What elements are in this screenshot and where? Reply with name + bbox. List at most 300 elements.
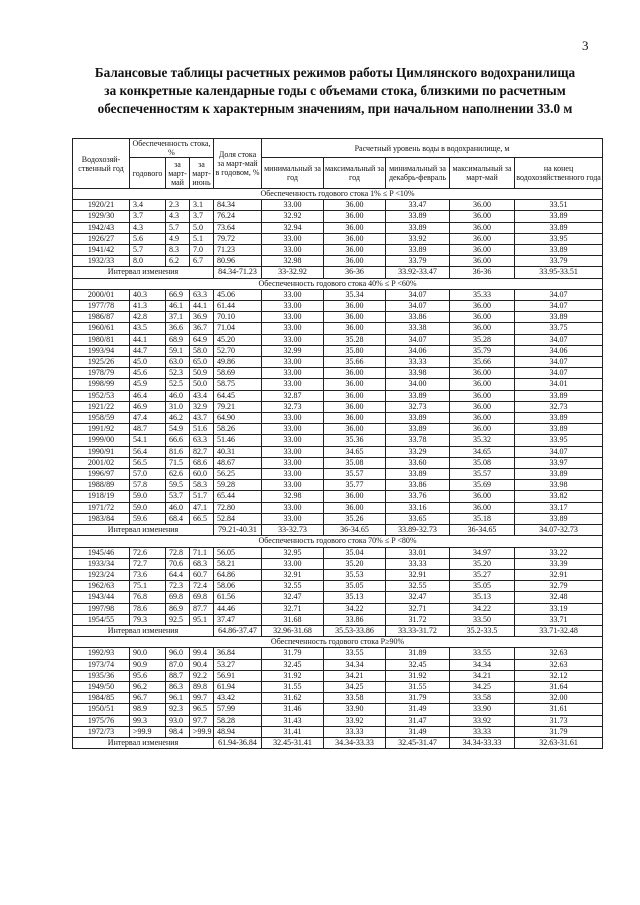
title-line: Балансовые таблицы расчетных режимов работы Цимлянского водохранилища xyxy=(94,65,576,80)
table-cell: 43.7 xyxy=(190,413,214,424)
table-cell: 72.7 xyxy=(130,558,166,569)
table-cell: 35.79 xyxy=(450,345,515,356)
table-cell: 64.9 xyxy=(190,334,214,345)
table-cell: 35.57 xyxy=(324,469,386,480)
table-cell: 33.92 xyxy=(386,233,450,244)
table-cell: 34.07 xyxy=(386,334,450,345)
table-cell: 89.8 xyxy=(190,681,214,692)
table-cell: 32.9 xyxy=(190,401,214,412)
table-cell: 5.0 xyxy=(190,222,214,233)
table-cell: 98.9 xyxy=(130,704,166,715)
table-cell: 75.1 xyxy=(130,581,166,592)
table-cell: 35.69 xyxy=(450,480,515,491)
table-cell: 1996/97 xyxy=(73,469,130,480)
table-cell: 1925/26 xyxy=(73,357,130,368)
table-cell: 33.65 xyxy=(386,513,450,524)
table-cell: 35.18 xyxy=(450,513,515,524)
page-title xyxy=(70,64,600,118)
interval-cell: 33-32.92 xyxy=(262,267,324,278)
table-cell: 35.36 xyxy=(324,435,386,446)
table-cell: 36.00 xyxy=(324,368,386,379)
table-cell: 70.10 xyxy=(214,312,262,323)
table-cell: 96.1 xyxy=(166,693,190,704)
table-cell: 33.00 xyxy=(262,245,324,256)
header-share: Доля стока за март-май в годовом, % xyxy=(214,139,262,189)
table-cell: 51.46 xyxy=(214,435,262,446)
header-probability: Обеспеченность стока, % xyxy=(130,139,214,158)
table-cell: 33.00 xyxy=(262,446,324,457)
table-cell: 33.51 xyxy=(515,200,603,211)
table-cell: 33.55 xyxy=(324,648,386,659)
table-cell: 33.00 xyxy=(262,502,324,513)
table-cell: 36.00 xyxy=(450,233,515,244)
table-cell: 56.4 xyxy=(130,446,166,457)
interval-cell: 33.71-32.48 xyxy=(515,625,603,636)
table-cell: 32.98 xyxy=(262,256,324,267)
interval-label: Интервал изменения xyxy=(73,737,214,748)
table-cell: 1997/98 xyxy=(73,603,130,614)
table-cell: 33.33 xyxy=(324,726,386,737)
table-cell: 34.34 xyxy=(450,659,515,670)
table-cell: 36.00 xyxy=(450,502,515,513)
table-cell: 33.00 xyxy=(262,200,324,211)
table-cell: 33.76 xyxy=(386,491,450,502)
table-cell: 32.91 xyxy=(386,569,450,580)
table-cell: 46.2 xyxy=(166,413,190,424)
table-cell: 36.00 xyxy=(324,323,386,334)
table-cell: 33.90 xyxy=(450,704,515,715)
table-cell: 1942/43 xyxy=(73,222,130,233)
table-cell: 33.33 xyxy=(386,558,450,569)
header-min-year: минимальный за год xyxy=(262,158,324,189)
table-cell: 36.00 xyxy=(450,401,515,412)
table-cell: 66.6 xyxy=(166,435,190,446)
table-cell: 31.49 xyxy=(386,726,450,737)
table-cell: 32.71 xyxy=(262,603,324,614)
table-cell: 35.08 xyxy=(324,457,386,468)
table-cell: 33.00 xyxy=(262,457,324,468)
table-cell: 72.4 xyxy=(190,581,214,592)
table-cell: 35.32 xyxy=(450,435,515,446)
table-cell: 32.00 xyxy=(515,693,603,704)
table-cell: 32.48 xyxy=(515,592,603,603)
table-cell: 95.1 xyxy=(190,614,214,625)
table-cell: 33.89 xyxy=(386,390,450,401)
table-row xyxy=(73,457,603,468)
table-cell: 57.8 xyxy=(130,480,166,491)
table-cell: 37.47 xyxy=(214,614,262,625)
table-cell: 47.1 xyxy=(190,502,214,513)
table-cell: 5.7 xyxy=(130,245,166,256)
table-row xyxy=(73,446,603,457)
table-row xyxy=(73,301,603,312)
table-cell: 35.05 xyxy=(450,581,515,592)
interval-cell: 35.2-33.5 xyxy=(450,625,515,636)
table-cell: 90.4 xyxy=(190,659,214,670)
table-cell: 99.7 xyxy=(190,693,214,704)
table-cell: 1935/36 xyxy=(73,670,130,681)
table-cell: 32.55 xyxy=(386,581,450,592)
table-cell: 48.7 xyxy=(130,424,166,435)
table-cell: 1988/89 xyxy=(73,480,130,491)
table-cell: 1950/51 xyxy=(73,704,130,715)
table-cell: 31.47 xyxy=(386,715,450,726)
table-cell: 64.4 xyxy=(166,569,190,580)
table-cell: 34.01 xyxy=(515,379,603,390)
header-max-marmay: максимальный за март-май xyxy=(450,158,515,189)
table-cell: 35.77 xyxy=(324,480,386,491)
table-cell: 51.6 xyxy=(190,424,214,435)
table-cell: 36.00 xyxy=(450,491,515,502)
table-cell: 31.55 xyxy=(386,681,450,692)
table-row xyxy=(73,581,603,592)
table-cell: 1920/21 xyxy=(73,200,130,211)
table-cell: 1962/63 xyxy=(73,581,130,592)
table-cell: 33.89 xyxy=(386,211,450,222)
table-cell: 58.0 xyxy=(190,345,214,356)
table-cell: 34.25 xyxy=(450,681,515,692)
table-cell: 1973/74 xyxy=(73,659,130,670)
table-cell: 33.79 xyxy=(386,256,450,267)
table-row xyxy=(73,704,603,715)
table-cell: 46.0 xyxy=(166,390,190,401)
table-cell: 1958/59 xyxy=(73,413,130,424)
table-cell: 36.00 xyxy=(450,390,515,401)
table-cell: 34.25 xyxy=(324,681,386,692)
table-cell: 33.00 xyxy=(262,289,324,300)
table-cell: 47.4 xyxy=(130,413,166,424)
table-cell: 36.00 xyxy=(450,200,515,211)
table-cell: 33.00 xyxy=(262,379,324,390)
table-cell: 44.7 xyxy=(130,345,166,356)
table-cell: 33.89 xyxy=(515,211,603,222)
table-cell: 99.3 xyxy=(130,715,166,726)
table-cell: 32.55 xyxy=(262,581,324,592)
table-cell: 33.89 xyxy=(386,469,450,480)
table-cell: 79.21 xyxy=(214,401,262,412)
table-cell: 33.00 xyxy=(262,469,324,480)
table-cell: 36.00 xyxy=(324,245,386,256)
table-cell: 86.9 xyxy=(166,603,190,614)
table-cell: 6.7 xyxy=(190,256,214,267)
table-cell: 59.1 xyxy=(166,345,190,356)
table-cell: 87.0 xyxy=(166,659,190,670)
table-cell: 33.89 xyxy=(515,413,603,424)
table-cell: 96.2 xyxy=(130,681,166,692)
table-cell: 93.0 xyxy=(166,715,190,726)
table-cell: 3.1 xyxy=(190,200,214,211)
table-cell: 31.41 xyxy=(262,726,324,737)
table-row xyxy=(73,334,603,345)
group-title: Обеспеченность годового стока P≥90% xyxy=(73,637,603,648)
table-cell: 46.0 xyxy=(166,502,190,513)
group-title: Обеспеченность годового стока 1% ≤ P <10% xyxy=(73,189,603,200)
table-cell: 31.79 xyxy=(515,726,603,737)
table-cell: 52.70 xyxy=(214,345,262,356)
table-cell: 34.34 xyxy=(324,659,386,670)
table-cell: 4.3 xyxy=(130,222,166,233)
table-cell: 68.4 xyxy=(166,513,190,524)
table-cell: 36.00 xyxy=(450,245,515,256)
table-cell: 63.3 xyxy=(190,289,214,300)
table-cell: 33.92 xyxy=(450,715,515,726)
table-cell: 36.00 xyxy=(450,301,515,312)
table-cell: 46.9 xyxy=(130,401,166,412)
table-cell: 68.6 xyxy=(190,457,214,468)
table-cell: 35.13 xyxy=(450,592,515,603)
table-cell: 33.19 xyxy=(515,603,603,614)
table-cell: 8.3 xyxy=(166,245,190,256)
table-cell: 1980/81 xyxy=(73,334,130,345)
table-cell: 44.1 xyxy=(130,334,166,345)
table-cell: 33.86 xyxy=(324,614,386,625)
table-cell: 49.86 xyxy=(214,357,262,368)
table-cell: 5.7 xyxy=(166,222,190,233)
table-cell: 6.2 xyxy=(166,256,190,267)
table-cell: >99.9 xyxy=(190,726,214,737)
table-cell: 32.45 xyxy=(262,659,324,670)
table-cell: 33.00 xyxy=(262,558,324,569)
table-cell: 1991/92 xyxy=(73,424,130,435)
table-row xyxy=(73,245,603,256)
table-row xyxy=(73,502,603,513)
table-cell: 4.9 xyxy=(166,233,190,244)
table-cell: 35.33 xyxy=(450,289,515,300)
table-cell: 34.21 xyxy=(324,670,386,681)
table-cell: 31.43 xyxy=(262,715,324,726)
table-cell: 33.60 xyxy=(386,457,450,468)
table-cell: 33.89 xyxy=(386,424,450,435)
table-cell: 68.9 xyxy=(166,334,190,345)
table-cell: 34.07 xyxy=(515,334,603,345)
table-cell: 63.0 xyxy=(166,357,190,368)
table-row xyxy=(73,469,603,480)
table-cell: 3.7 xyxy=(130,211,166,222)
table-cell: 33.16 xyxy=(386,502,450,513)
table-cell: 58.26 xyxy=(214,424,262,435)
table-cell: 33.90 xyxy=(324,704,386,715)
table-cell: 56.91 xyxy=(214,670,262,681)
table-cell: 33.00 xyxy=(262,413,324,424)
table-cell: 35.66 xyxy=(324,357,386,368)
table-cell: 36.6 xyxy=(166,323,190,334)
table-cell: 1943/44 xyxy=(73,592,130,603)
interval-cell: 33.95-33.51 xyxy=(515,267,603,278)
table-cell: 36.00 xyxy=(324,301,386,312)
table-cell: 71.1 xyxy=(190,547,214,558)
table-cell: 34.22 xyxy=(324,603,386,614)
table-cell: 1923/24 xyxy=(73,569,130,580)
table-cell: 34.65 xyxy=(450,446,515,457)
table-cell: 1960/61 xyxy=(73,323,130,334)
table-cell: 33.89 xyxy=(386,245,450,256)
header-max-year: максимальный за год xyxy=(324,158,386,189)
interval-cell: 36-34.65 xyxy=(450,525,515,536)
table-cell: 66.5 xyxy=(190,513,214,524)
table-cell: 61.94 xyxy=(214,681,262,692)
table-cell: 33.33 xyxy=(450,726,515,737)
table-cell: 36.00 xyxy=(324,312,386,323)
table-cell: 31.79 xyxy=(386,693,450,704)
table-cell: 1926/27 xyxy=(73,233,130,244)
table-cell: 31.73 xyxy=(515,715,603,726)
table-cell: 32.87 xyxy=(262,390,324,401)
table-cell: 35.20 xyxy=(324,558,386,569)
table-cell: 51.7 xyxy=(190,491,214,502)
table-cell: 34.07 xyxy=(386,289,450,300)
table-cell: 33.95 xyxy=(515,435,603,446)
table-row xyxy=(73,592,603,603)
table-cell: 96.7 xyxy=(130,693,166,704)
group-title-row xyxy=(73,637,603,648)
table-cell: 1941/42 xyxy=(73,245,130,256)
table-cell: 1952/53 xyxy=(73,390,130,401)
interval-cell: 33.89-32.73 xyxy=(386,525,450,536)
interval-cell: 32.45-31.47 xyxy=(386,737,450,748)
table-cell: 32.99 xyxy=(262,345,324,356)
table-cell: 2.3 xyxy=(166,200,190,211)
table-cell: 32.98 xyxy=(262,491,324,502)
table-row xyxy=(73,413,603,424)
table-cell: 46.1 xyxy=(166,301,190,312)
table-cell: 34.65 xyxy=(324,446,386,457)
table-cell: 1977/78 xyxy=(73,301,130,312)
header-prob-annual: годового xyxy=(130,158,166,189)
table-cell: 54.9 xyxy=(166,424,190,435)
table-cell: >99.9 xyxy=(130,726,166,737)
table-cell: 36.00 xyxy=(450,323,515,334)
table-row xyxy=(73,480,603,491)
table-cell: 33.00 xyxy=(262,357,324,368)
table-cell: 33.89 xyxy=(386,413,450,424)
table-row xyxy=(73,256,603,267)
interval-cell: 33-32.73 xyxy=(262,525,324,536)
table-cell: 34.07 xyxy=(515,368,603,379)
table-cell: 31.61 xyxy=(515,704,603,715)
interval-cell: 34.34-33.33 xyxy=(450,737,515,748)
table-cell: 33.00 xyxy=(262,513,324,524)
table-cell: 58.28 xyxy=(214,715,262,726)
table-row xyxy=(73,345,603,356)
interval-cell: 32.96-31.68 xyxy=(262,625,324,636)
table-cell: 53.7 xyxy=(166,491,190,502)
table-cell: 34.06 xyxy=(515,345,603,356)
table-cell: 92.5 xyxy=(166,614,190,625)
table-cell: 43.42 xyxy=(214,693,262,704)
table-cell: 36.00 xyxy=(450,379,515,390)
table-cell: 33.78 xyxy=(386,435,450,446)
table-cell: 70.6 xyxy=(166,558,190,569)
table-cell: 36.00 xyxy=(324,233,386,244)
table-cell: 34.21 xyxy=(450,670,515,681)
table-cell: 71.04 xyxy=(214,323,262,334)
table-cell: 58.21 xyxy=(214,558,262,569)
table-cell: 34.06 xyxy=(386,345,450,356)
interval-cell: 84.34-71.23 xyxy=(214,267,262,278)
table-row xyxy=(73,401,603,412)
interval-cell: 64.86-37.47 xyxy=(214,625,262,636)
table-cell: 33.39 xyxy=(515,558,603,569)
table-row xyxy=(73,569,603,580)
table-cell: 73.6 xyxy=(130,569,166,580)
group-title: Обеспеченность годового стока 70% ≤ P <80% xyxy=(73,536,603,547)
table-cell: 36.00 xyxy=(324,211,386,222)
table-cell: 31.79 xyxy=(262,648,324,659)
table-cell: 52.84 xyxy=(214,513,262,524)
table-cell: 32.47 xyxy=(386,592,450,603)
table-cell: 36.84 xyxy=(214,648,262,659)
table-cell: 33.00 xyxy=(262,233,324,244)
table-cell: 1933/34 xyxy=(73,558,130,569)
table-cell: 36.00 xyxy=(324,379,386,390)
table-row xyxy=(73,435,603,446)
table-cell: 64.90 xyxy=(214,413,262,424)
table-cell: 72.6 xyxy=(130,547,166,558)
table-cell: 1972/73 xyxy=(73,726,130,737)
table-header xyxy=(73,139,603,189)
table-cell: 32.95 xyxy=(262,547,324,558)
table-cell: 5.6 xyxy=(130,233,166,244)
table-cell: 32.63 xyxy=(515,648,603,659)
table-row xyxy=(73,693,603,704)
table-cell: 58.06 xyxy=(214,581,262,592)
interval-cell: 33.92-33.47 xyxy=(386,267,450,278)
table-cell: 35.26 xyxy=(324,513,386,524)
table-cell: 33.01 xyxy=(386,547,450,558)
table-row xyxy=(73,614,603,625)
header-prob-marjun: за март-июнь xyxy=(190,158,214,189)
table-cell: 8.0 xyxy=(130,256,166,267)
table-cell: 33.89 xyxy=(515,424,603,435)
table-cell: 1999/00 xyxy=(73,435,130,446)
table-cell: 65.44 xyxy=(214,491,262,502)
table-cell: 33.00 xyxy=(262,480,324,491)
table-cell: 61.56 xyxy=(214,592,262,603)
table-cell: 1986/87 xyxy=(73,312,130,323)
table-cell: 34.00 xyxy=(386,379,450,390)
table-cell: 34.97 xyxy=(450,547,515,558)
interval-cell: 61.94-36.84 xyxy=(214,737,262,748)
interval-cell: 79.21-40.31 xyxy=(214,525,262,536)
table-cell: 34.07 xyxy=(515,357,603,368)
table-cell: 31.92 xyxy=(262,670,324,681)
table-cell: 36.00 xyxy=(450,368,515,379)
table-cell: 59.28 xyxy=(214,480,262,491)
table-cell: 48.67 xyxy=(214,457,262,468)
table-cell: 58.75 xyxy=(214,379,262,390)
table-cell: 57.0 xyxy=(130,469,166,480)
table-cell: 36.00 xyxy=(324,502,386,513)
table-row xyxy=(73,513,603,524)
table-cell: 99.4 xyxy=(190,648,214,659)
group-title: Обеспеченность годового стока 40% ≤ P <60% xyxy=(73,278,603,289)
table-cell: 32.73 xyxy=(262,401,324,412)
table-cell: 90.0 xyxy=(130,648,166,659)
table-cell: 36.00 xyxy=(324,424,386,435)
table-cell: 35.34 xyxy=(324,289,386,300)
table-cell: 33.89 xyxy=(386,222,450,233)
table-cell: 79.72 xyxy=(214,233,262,244)
table-cell: 33.89 xyxy=(515,245,603,256)
table-cell: 3.7 xyxy=(190,211,214,222)
table-row xyxy=(73,200,603,211)
table-cell: 2001/02 xyxy=(73,457,130,468)
table-cell: 65.0 xyxy=(190,357,214,368)
interval-row xyxy=(73,525,603,536)
table-row xyxy=(73,323,603,334)
table-cell: 42.8 xyxy=(130,312,166,323)
table-cell: 1954/55 xyxy=(73,614,130,625)
